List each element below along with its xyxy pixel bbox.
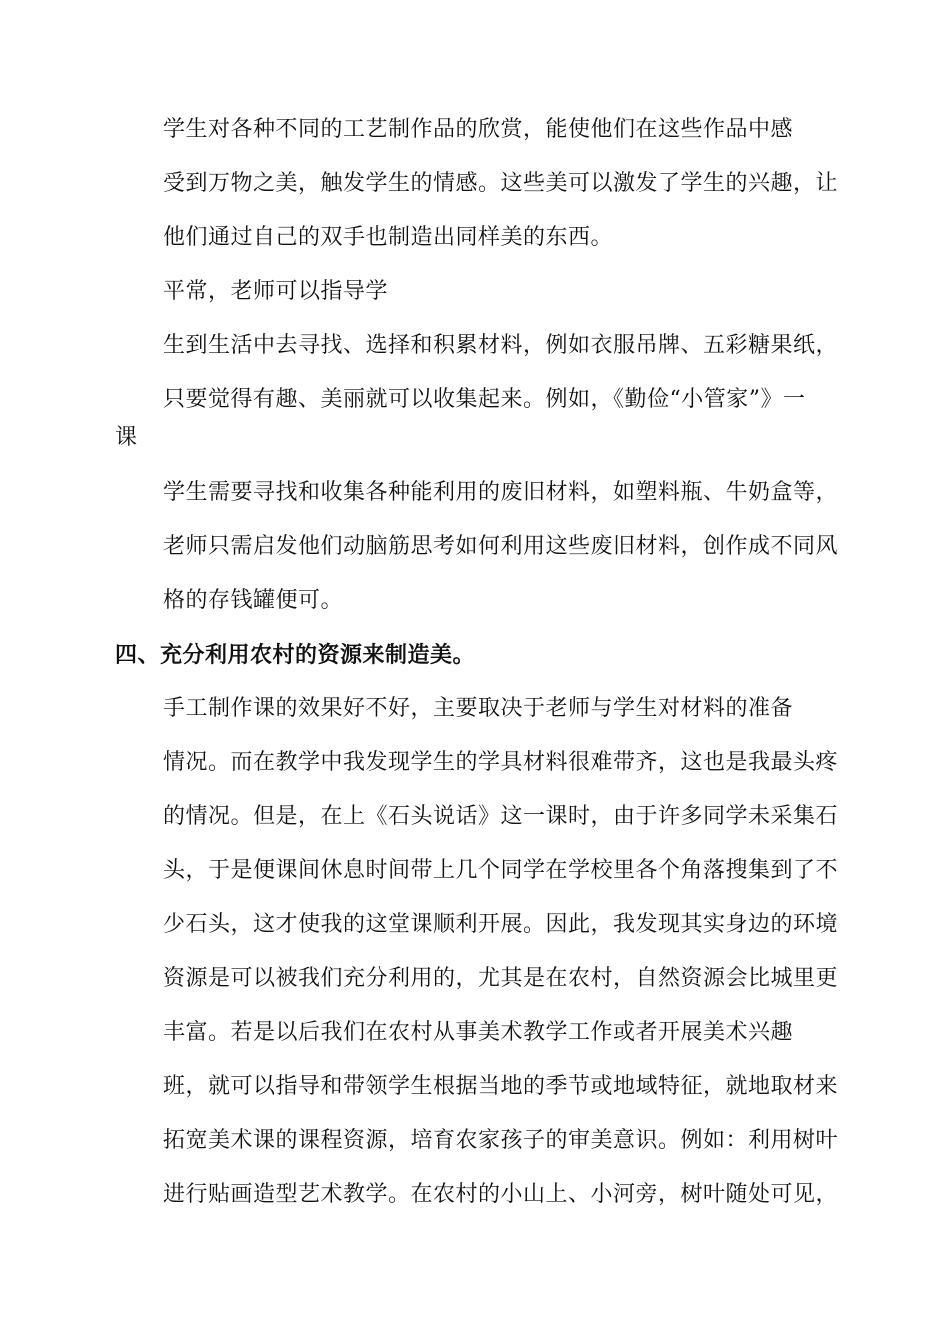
- paragraph-line: 学生需要寻找和收集各种能利用的废旧材料，如塑料瓶、牛奶盒等，: [163, 480, 839, 505]
- paragraph-line: 课: [115, 425, 138, 450]
- paragraph-line: 少石头，这才使我的这堂课顺利开展。因此，我发现其实身边的环境: [163, 912, 839, 937]
- paragraph-line: 拓宽美术课的课程资源，培育农家孩子的审美意识。例如：利用树叶: [163, 1128, 839, 1153]
- paragraph-line: 进行贴画造型艺术教学。在农村的小山上、小河旁，树叶随处可见，: [163, 1182, 839, 1207]
- paragraph-line: 他们通过自己的双手也制造出同样美的东西。: [163, 225, 614, 250]
- paragraph-line: 丰富。若是以后我们在农村从事美术教学工作或者开展美术兴趣: [163, 1020, 794, 1045]
- paragraph-line: 只要觉得有趣、美丽就可以收集起来。例如，《勤俭“小管家”》一: [163, 387, 806, 412]
- paragraph-line: 头，于是便课间休息时间带上几个同学在学校里各个角落搜集到了不: [163, 858, 839, 883]
- paragraph-line: 受到万物之美，触发学生的情感。这些美可以激发了学生的兴趣，让: [163, 171, 839, 196]
- paragraph-line: 手工制作课的效果好不好，主要取决于老师与学生对材料的准备: [163, 696, 794, 721]
- paragraph-line: 学生对各种不同的工艺制作品的欣赏，能使他们在这些作品中感: [163, 117, 794, 142]
- paragraph-line: 老师只需启发他们动脑筋思考如何利用这些废旧材料，创作成不同风: [163, 534, 839, 559]
- paragraph-line: 生到生活中去寻找、选择和积累材料，例如衣服吊牌、五彩糖果纸，: [163, 333, 839, 358]
- section-heading: 四、充分利用农村的资源来制造美。: [115, 642, 476, 668]
- paragraph-line: 的情况。但是，在上《石头说话》这一课时，由于许多同学未采集石: [163, 804, 839, 829]
- paragraph-line: 班，就可以指导和带领学生根据当地的季节或地域特征，就地取材来: [163, 1074, 839, 1099]
- paragraph-line: 格的存钱罐便可。: [163, 588, 344, 613]
- paragraph-line: 资源是可以被我们充分利用的，尤其是在农村，自然资源会比城里更: [163, 966, 839, 991]
- paragraph-line: 平常，老师可以指导学: [163, 279, 389, 304]
- paragraph-line: 情况。而在教学中我发现学生的学具材料很难带齐，这也是我最头疼: [163, 750, 839, 775]
